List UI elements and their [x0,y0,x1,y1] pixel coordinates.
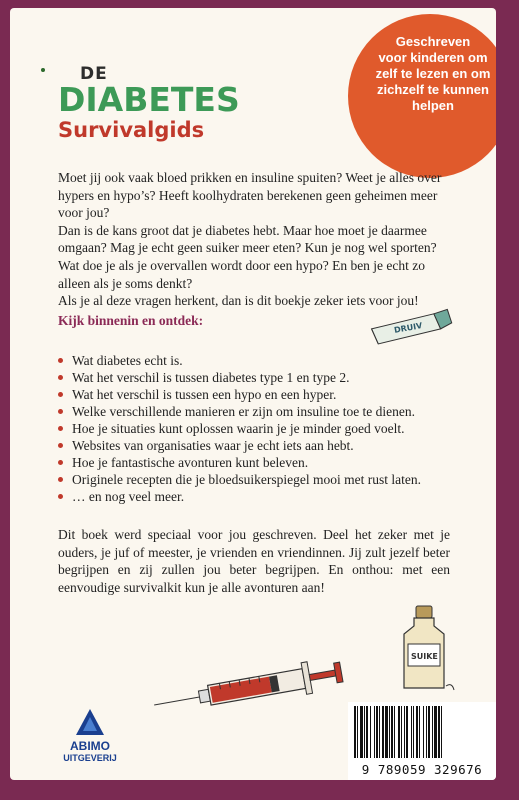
list-item: Welke verschillende manieren er zijn om insuline toe te dienen. [58,403,458,420]
candy-label: DRUIV [393,321,423,335]
barcode-bar [416,706,418,758]
badge-line: zelf te lezen en om [375,66,491,81]
isbn-number: 9 789059 329676 [361,762,483,777]
badge-line: helpen [412,98,454,113]
badge-line: Geschreven [395,34,471,49]
barcode-bar [376,706,378,758]
barcode-bar [413,706,414,758]
syringe-icon [150,654,350,714]
barcode-bar [432,706,433,758]
intro-paragraph: Dan is de kans groot dat je diabetes hebt. Maar hoe moet je daarmee omgaan? Mag je echt geen suiker meer eten? Kun je nog wel sporten? Wat doe je als je overvallen wordt door een hypo? En ben je echt zo alleen als je soms denkt? [58,222,437,291]
list-heading: Kijk binnenin en ontdek: [58,313,204,328]
barcode-bar [357,706,358,758]
publisher-logo [55,708,125,763]
list-item: Originele recepten die je bloedsuikerspiegel mooi met rust laten. [58,471,458,488]
barcode-bar [382,706,384,758]
barcode-bar [419,706,420,758]
barcode-bar [398,706,400,758]
barcode-bar [426,706,427,758]
badge-line: voor kinderen om [378,50,488,65]
barcode-bar [411,706,412,758]
barcode-bar [394,706,395,758]
publisher-name: ABIMO [70,739,110,753]
list-item: Websites van organisaties waar je echt iets aan hebt. [58,437,458,454]
barcode-bar [441,706,442,758]
intro-text [58,169,450,310]
bottle-label: SUIKE [411,652,438,661]
back-cover [10,8,496,780]
list-item: Hoe je fantastische avonturen kunt beleven. [58,454,458,471]
intro-paragraph: Als je al deze vragen herkent, dan is dit boekje zeker iets voor jou! [58,293,419,309]
barcode-bar [406,706,408,758]
barcode-bar [354,706,356,758]
barcode-bar [385,706,388,758]
sugar-bottle-icon [396,604,456,694]
list-item: … en nog veel meer. [58,488,458,505]
barcode-bar [391,706,393,758]
list-item: Wat diabetes echt is. [58,352,458,369]
barcode-bar [364,706,365,758]
barcode-bar [379,706,380,758]
candy-roll-icon [366,308,456,348]
list-item: Hoe je situaties kunt oplossen waarin je je minder goed voelt. [58,420,458,437]
logo-title: DIABETES [58,80,240,119]
barcode-bar [438,706,440,758]
feature-list [58,352,458,505]
barcode-bar [404,706,405,758]
list-item: Wat het verschil is tussen diabetes type 1 en type 2. [58,369,458,386]
logo-de: DE [80,64,108,84]
badge-line: zichzelf te kunnen [377,82,489,97]
publisher-logo-icon [75,708,105,736]
barcode [348,702,496,780]
barcode-bar [423,706,424,758]
promo-badge [348,14,496,178]
list-item: Wat het verschil is tussen een hypo en een hyper. [58,386,458,403]
closing-text: Dit boek werd speciaal voor jou geschreven. Deel het zeker met je ouders, je juf of meester, je vrienden en vriendinnen. Jij zult jezelf beter begrijpen en zij zullen jou beter begrijpen. En onthou: met een eenvoudige survivalkit kun je alle avonturen aan! [58,527,450,595]
barcode-bar [360,706,363,758]
barcode-bar [389,706,390,758]
barcode-bars [348,702,496,760]
barcode-bar [434,706,437,758]
logo-subtitle: Survivalgids [58,118,205,142]
logo-dot [41,68,45,72]
barcode-bar [401,706,402,758]
barcode-bar [370,706,371,758]
publisher-sub: UITGEVERIJ [63,753,117,763]
intro-paragraph: Moet jij ook vaak bloed prikken en insuline spuiten? Weet je alles over hypers en hypo’s? Heeft koolhydraten berekenen geen geheimen meer voor jou? [58,170,442,221]
barcode-bar [366,706,368,758]
barcode-bar [374,706,375,758]
barcode-bar [428,706,430,758]
